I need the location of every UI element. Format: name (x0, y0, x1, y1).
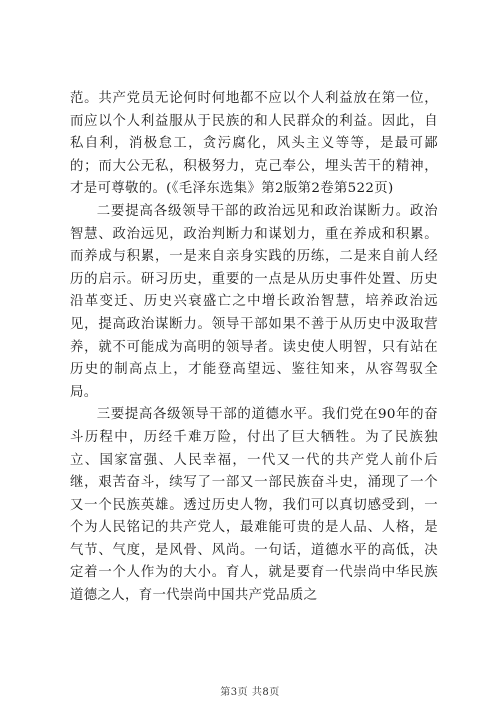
page-footer: 第3页 共8页 (220, 687, 280, 698)
paragraph-moral-level: 三要提高各级领导干部的道德水平。我们党在90年的奋斗历程中，历经千难万险，付出了巨大牺牲。为了民族独立、国家富强、人民幸福，一代又一代的共产党人前仆后继，艰苦奋斗，续写了一部又一部民族奋斗史，涌现了一个又一个民族英雄。透过历史人物，我们可以真切感受到，一个为人民铭记的共产党人，最难能可贵的是人品、人格，是气节、气度，是风骨、风尚。一句话，道德水平的高低，决定着一个人作为的大小。育人，就是要育一代崇尚中华民族道德之人，育一代崇尚中国共产党品质之 (70, 407, 438, 604)
document-body (70, 88, 438, 608)
paragraph-political-foresight: 二要提高各级领导干部的政治远见和政治谋断力。政治智慧、政治远见，政治判断力和谋划力，重在养成和积累。而养成与积累，一是来自亲身实践的历练，二是来自前人经历的启示。研习历史，重要的一点是从历史事件处置、历史沿革变迁、历史兴衰盛亡之中增长政治智慧，培养政治远见，提高政治谋断力。领导干部如果不善于从历史中汲取营养，就不可能成为高明的领导者。读史使人明智，只有站在历史的制高点上，才能登高望远、鉴往知来，从容驾驭全局。 (70, 203, 438, 400)
paragraph-continuation: 范。共产党员无论何时何地都不应以个人利益放在第一位，而应以个人利益服从于民族的和人民群众的利益。因此，自私自利，消极怠工，贪污腐化，风头主义等等，是最可鄙的；而大公无私，积极努力，克己奉公，埋头苦干的精神，才是可尊敬的。(《毛泽东选集》第2版第2卷第522页) (70, 91, 438, 197)
